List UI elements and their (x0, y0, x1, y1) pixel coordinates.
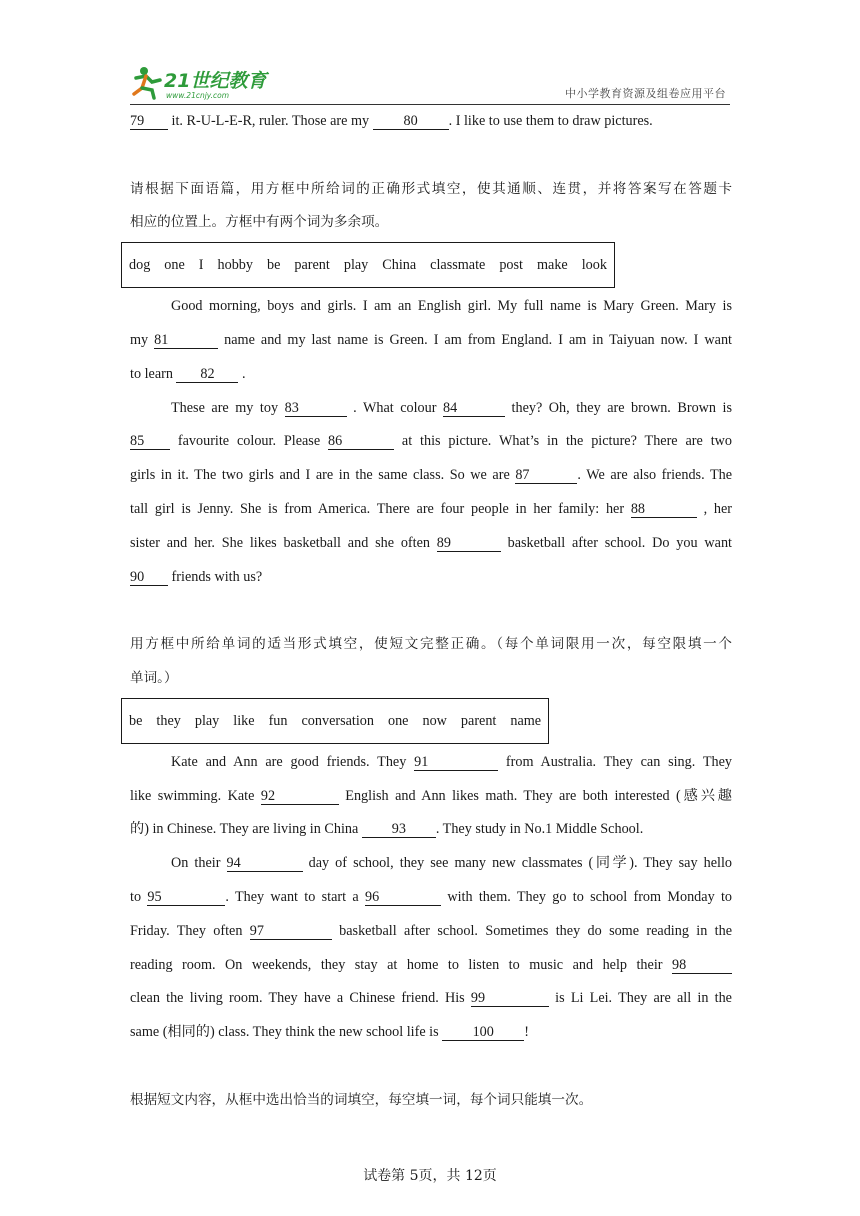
blank-96[interactable]: 96 (365, 889, 441, 906)
word-one: one (387, 712, 409, 729)
word-conversation: conversation (301, 712, 374, 729)
c-p2-line-1: On their 94 day of school, they see many new classmates (同学). They say hello (171, 855, 732, 872)
blank-80[interactable]: 80 (373, 113, 449, 130)
blank-89[interactable]: 89 (437, 535, 501, 552)
blank-100[interactable]: 100 (442, 1024, 524, 1041)
b-p1-line-1: Good morning, boys and girls. I am an English girl. My full name is Mary Green. Mary is (171, 298, 732, 315)
blank-85[interactable]: 85 (130, 433, 170, 450)
section-b-instruction-1: 请根据下面语篇，用方框中所给词的正确形式填空，使其通顺、连贯，并将答案写在答题卡 (130, 180, 732, 197)
word-name: name (510, 712, 542, 729)
blank-84[interactable]: 84 (443, 400, 505, 417)
blank-79[interactable]: 79 (130, 113, 168, 130)
c-p1-line-1: Kate and Ann are good friends. They 91 from Australia. They can sing. They (171, 753, 732, 770)
word-fun: fun (268, 712, 288, 729)
word-box-c (121, 698, 549, 744)
b-p2-line-2: 85 favourite colour. Please 86 at this picture. What’s in the picture? There are two (130, 433, 732, 450)
section-d-instruction: 根据短文内容，从框中选出恰当的词填空，每空填一词，每个词只能填一次。 (130, 1091, 593, 1108)
word-make: make (536, 257, 568, 274)
word-dog: dog (129, 257, 151, 274)
svg-text:21世纪教育: 21世纪教育 (164, 70, 267, 92)
section-a-line: 79 it. R-U-L-E-R, ruler. Those are my 80 . I like to use them to draw pictures. (130, 113, 653, 129)
page-number: 试卷第 5页，共 12页 (363, 1168, 497, 1184)
b-p1-line-3: to learn 82 . (130, 365, 246, 382)
blank-97[interactable]: 97 (250, 923, 332, 940)
svg-text:www.21cnjy.com: www.21cnjy.com (166, 91, 230, 100)
blank-98[interactable]: 98 (672, 957, 732, 974)
blank-81[interactable]: 81 (154, 332, 218, 349)
c-p2-line-6: same (相同的) class. They think the new school life is 100 ! (130, 1024, 529, 1041)
word-parent: parent (294, 257, 330, 274)
c-p2-line-3: Friday. They often 97 basketball after school. Sometimes they do some reading in the (130, 922, 732, 939)
word-like: like (233, 712, 255, 729)
blank-82[interactable]: 82 (176, 366, 238, 383)
word-parent: parent (460, 712, 497, 729)
c-p1-line-3: 的) in Chinese. They are living in China 93 . They study in No.1 Middle School. (130, 821, 644, 838)
c-p2-line-5: clean the living room. They have a Chinese friend. His 99 is Li Lei. They are all in the (130, 990, 732, 1007)
word-post: post (499, 257, 523, 274)
blank-88[interactable]: 88 (631, 501, 697, 518)
c-p2-line-4: reading room. On weekends, they stay at home to listen to music and help their 98 (130, 949, 732, 983)
blank-93[interactable]: 93 (362, 821, 436, 838)
word-box-b (121, 242, 615, 288)
blank-91[interactable]: 91 (414, 754, 498, 771)
section-c-instruction-2: 单词。） (130, 669, 178, 686)
word-i: I (198, 257, 204, 274)
word-be: be (129, 712, 143, 729)
b-p2-line-1: These are my toy 83 . What colour 84 they? Oh, they are brown. Brown is (171, 399, 733, 416)
word-now: now (422, 712, 447, 729)
blank-83[interactable]: 83 (285, 400, 347, 417)
runner-logo-icon (130, 62, 280, 102)
b-p2-line-6: 90 friends with us? (130, 568, 263, 585)
blank-94[interactable]: 94 (227, 855, 303, 872)
c-p2-line-2: to 95 . They want to start a 96 with them. They go to school from Monday to (130, 888, 733, 905)
blank-86[interactable]: 86 (328, 433, 394, 450)
b-p1-line-2: my 81 name and my last name is Green. I am from England. I am in Taiyuan now. I want (130, 331, 732, 348)
word-classmate: classmate (430, 257, 486, 274)
blank-92[interactable]: 92 (261, 788, 339, 805)
word-be: be (266, 257, 281, 274)
blank-87[interactable]: 87 (515, 467, 577, 484)
blank-90[interactable]: 90 (130, 569, 168, 586)
blank-99[interactable]: 99 (471, 990, 549, 1007)
section-b-instruction-2: 相应的位置上。方框中有两个词为多余项。 (130, 214, 389, 231)
word-look: look (581, 257, 607, 274)
logo (130, 62, 280, 102)
b-p2-line-4: tall girl is Jenny. She is from America. There are four people in her family: her 88 , her (130, 500, 732, 517)
word-they: they (156, 712, 181, 729)
b-p2-line-3: girls in it. The two girls and I are in the same class. So we are 87 . We are also friends. The (130, 467, 732, 484)
section-c-instruction-1: 用方框中所给单词的适当形式填空，使短文完整正确。（每个单词限用一次，每空限填一个 (130, 636, 732, 653)
word-one: one (164, 257, 185, 274)
b-p2-line-5: sister and her. She likes basketball and she often 89 basketball after school. Do you want (130, 534, 732, 551)
word-play: play (194, 712, 220, 729)
blank-95[interactable]: 95 (147, 889, 225, 906)
page-content (130, 105, 732, 1118)
page-header (130, 62, 730, 105)
word-hobby: hobby (217, 257, 253, 274)
word-china: China (382, 257, 417, 274)
c-p1-line-2: like swimming. Kate 92 English and Ann likes math. They are both interested (感兴趣 (130, 787, 732, 804)
word-play: play (343, 257, 369, 274)
platform-tagline: 中小学教育资源及组卷应用平台 (565, 87, 726, 100)
